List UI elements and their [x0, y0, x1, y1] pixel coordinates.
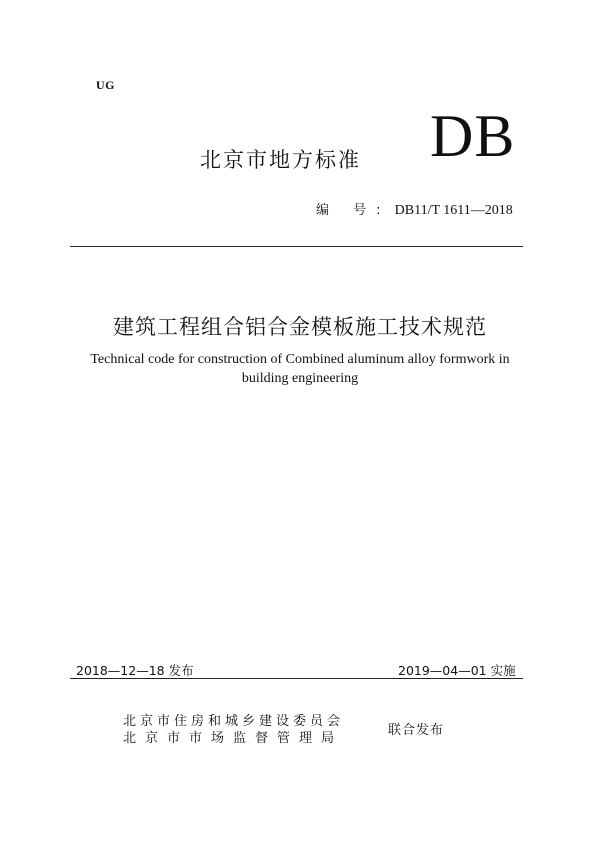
standard-number-label: 编 号:	[316, 203, 391, 218]
issue-date: 2018—12—18 发布	[76, 663, 194, 678]
issuer-line-1: 北京市住房和城乡建设委员会	[123, 714, 345, 729]
joint-issue-label: 联合发布	[388, 723, 445, 738]
standard-number	[316, 199, 513, 219]
issuer-line-2: 北京市市场监督管理局	[123, 731, 344, 746]
english-title-line-1: Technical code for construction of Combined aluminum alloy formwork in	[90, 352, 510, 367]
standard-type: 北京市地方标准	[200, 148, 361, 172]
document-title-english	[60, 350, 540, 388]
standard-number-value: DB11/T 1611—2018	[394, 203, 513, 218]
classification-code: UG	[96, 78, 115, 92]
top-divider	[70, 246, 523, 247]
document-title-chinese: 建筑工程组合铝合金模板施工技术规范	[113, 315, 487, 339]
db-mark: DB	[430, 103, 516, 169]
english-title-line-2: building engineering	[241, 371, 359, 386]
implementation-date: 2019—04—01 实施	[398, 663, 516, 678]
bottom-divider	[70, 678, 523, 679]
